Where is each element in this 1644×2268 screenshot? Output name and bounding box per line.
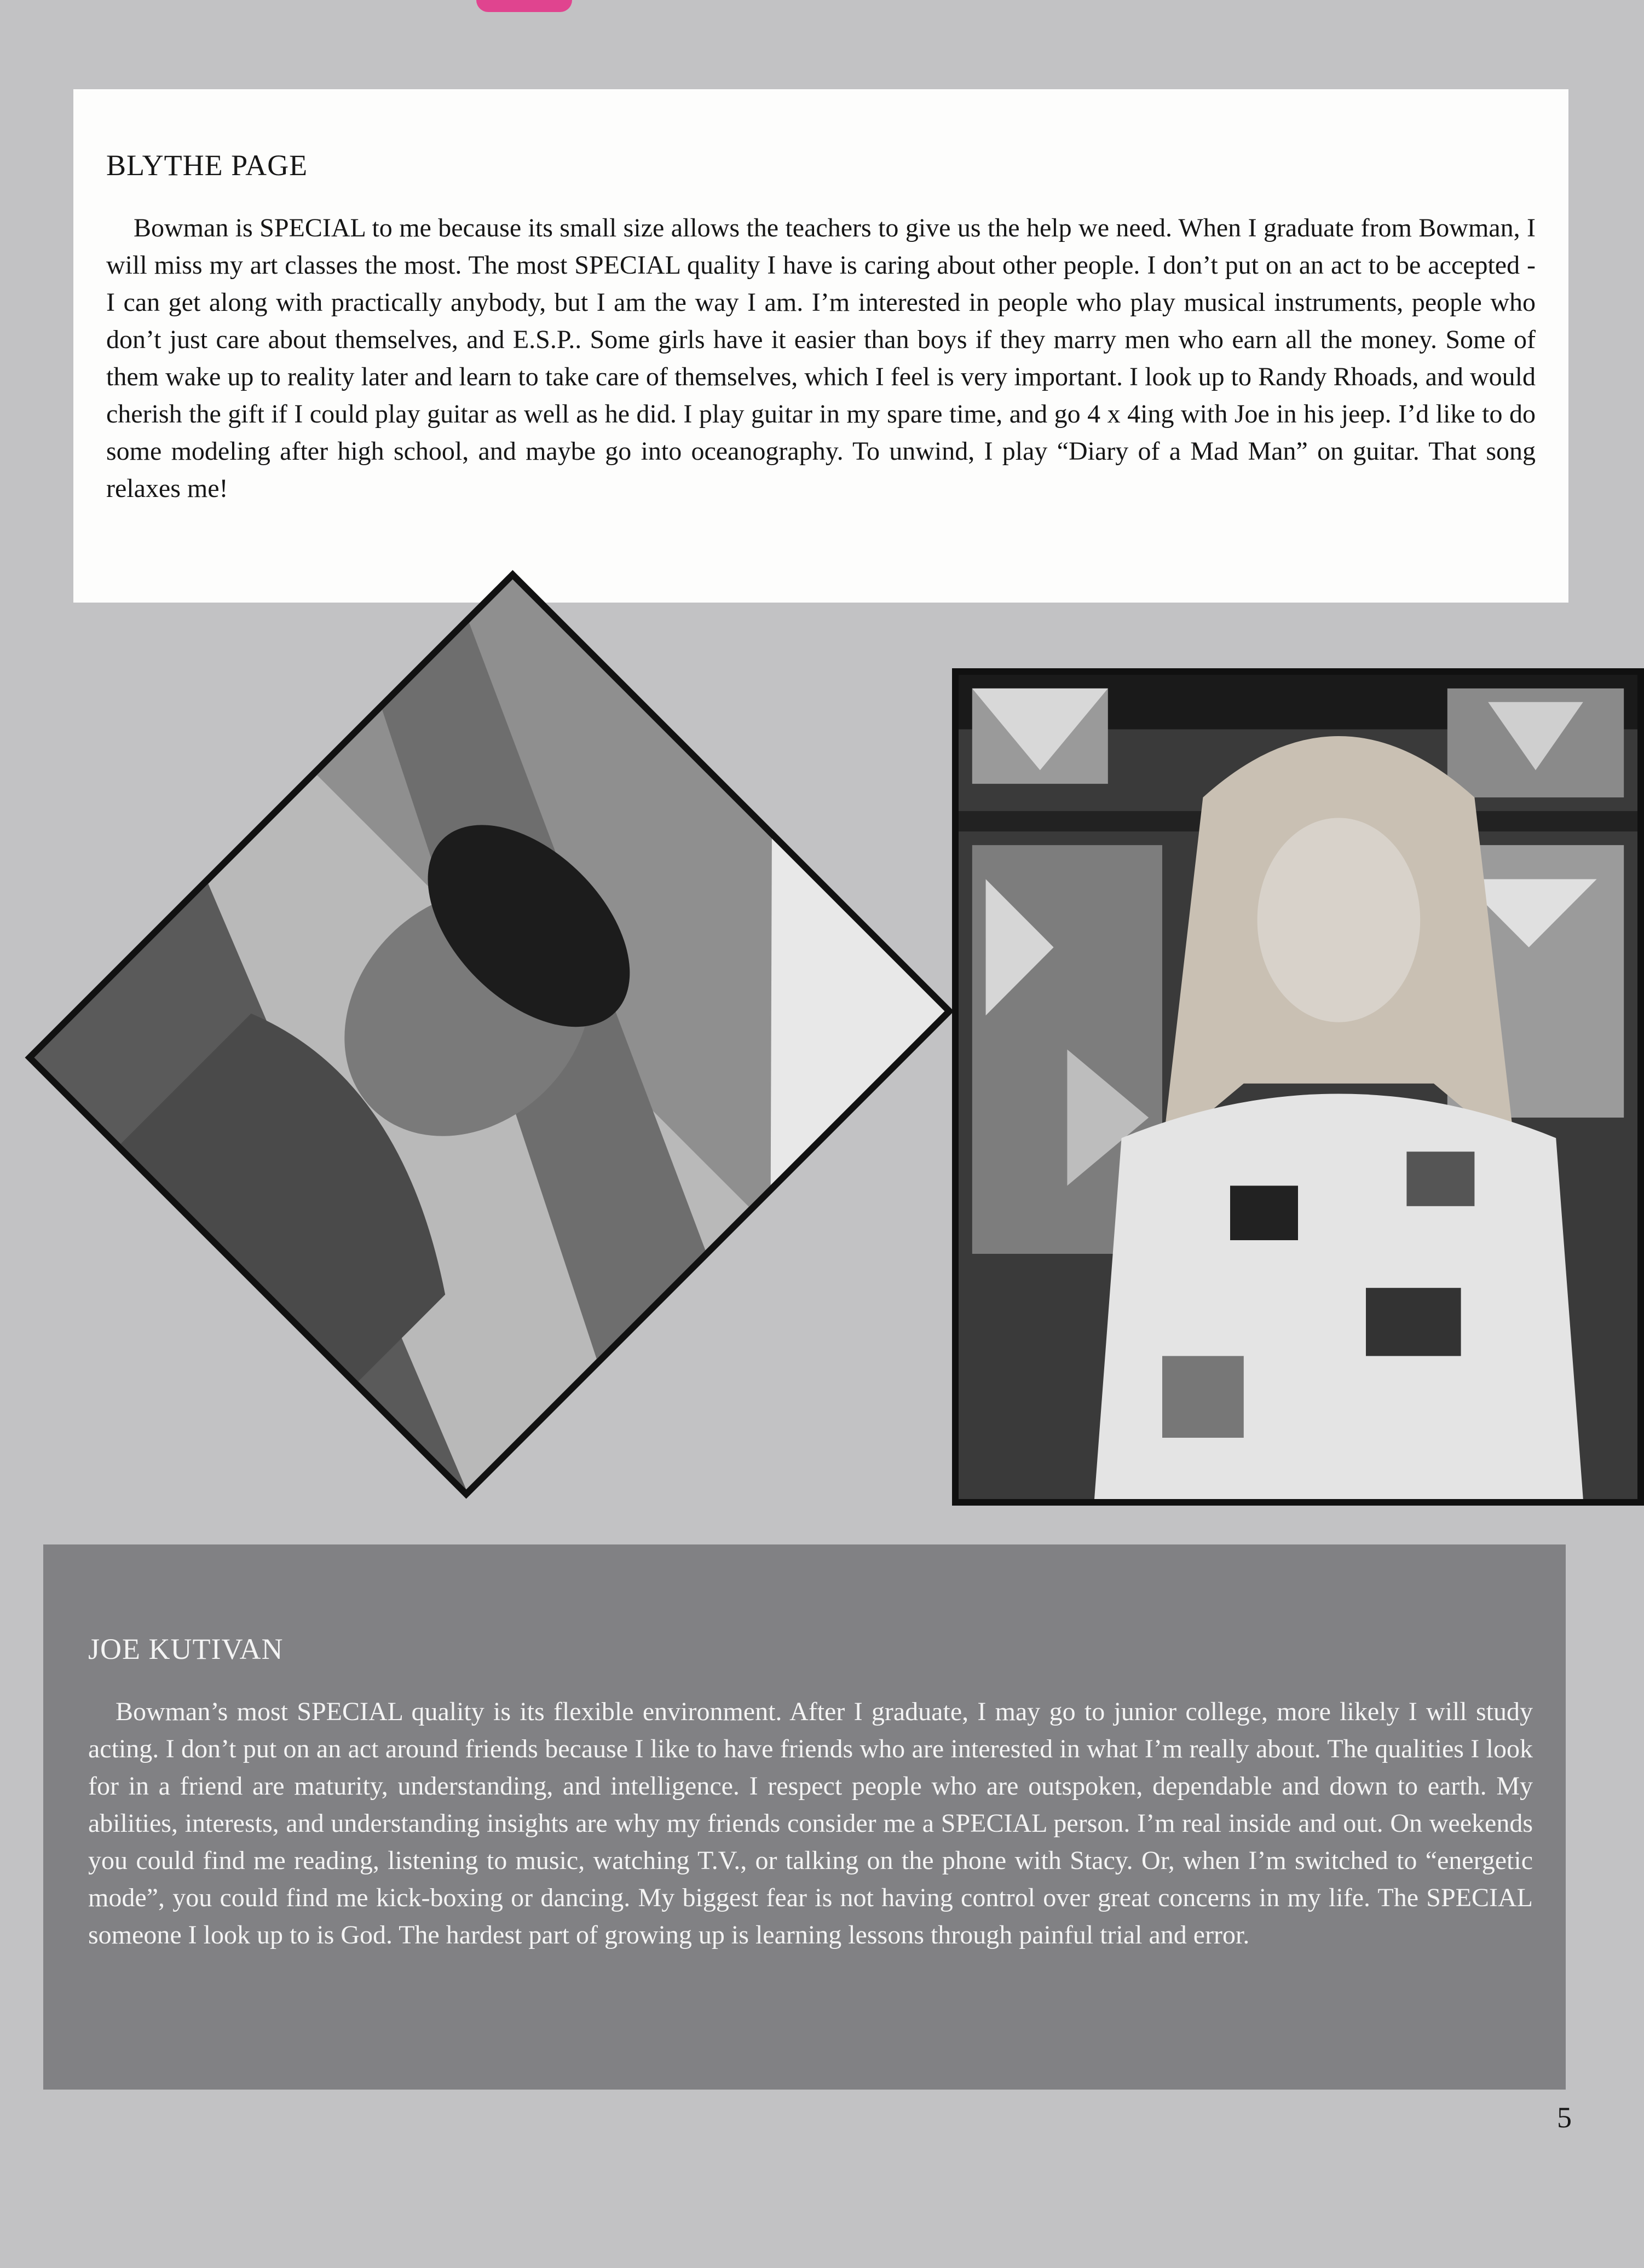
photo-blythe-frame xyxy=(952,668,1644,1506)
profile-text-joe: Bowman’s most SPECIAL quality is its flexible environment. After I graduate, I may go to junior college, more likely I will study acting. I don’t put on an act around friends because I like to have friends who are interested in what I’m really about. The qualities I look for in a friend are maturity, understanding, and intelligence. I respect people who are outspoken, dependable and down to earth. My abilities, interests, and understanding insights are why my friends consider me a SPECIAL person. I’m real inside and out. On weekends you could find me reading, listening to music, watching T.V., or talking on the phone with Stacy. Or, when I’m switched to “energetic mode”, you could find me kick-boxing or dancing. My biggest fear is not having control over great concerns in my life. The SPECIAL someone I look up to is God. The hardest part of growing up is learning lessons through painful trial and error. xyxy=(88,1697,1533,1949)
photo-blythe xyxy=(959,675,1637,1499)
profile-name-blythe: BLYTHE PAGE xyxy=(106,149,308,182)
page-number: 5 xyxy=(1557,2101,1572,2134)
profile-text-blythe: Bowman is SPECIAL to me because its small size allows the teachers to give us the help we need. When I graduate from Bowman, I will miss my art classes the most. The most SPECIAL quality I have is caring about other people. I don’t put on an act to be accepted - I can get along with practically anybody, but I am the way I am. I’m interested in people who play musical instruments, people who don’t just care about themselves, and E.S.P.. Some girls have it easier than boys if they marry men who earn all the money. Some of them wake up to reality later and learn to take care of themselves, which I feel is very important. I look up to Randy Rhoads, and would cherish the gift if I could play guitar as well as he did. I play guitar in my spare time, and go 4 x 4ing with Joe in his jeep. I’d like to do some modeling after high school, and maybe go into oceanography. To unwind, I play “Diary of a Mad Man” on guitar. That song relaxes me! xyxy=(106,213,1536,503)
pink-tab-mark xyxy=(476,0,572,12)
photo-joe-frame xyxy=(77,624,898,1445)
blythe-page-profile-box xyxy=(73,89,1568,603)
photo-joe xyxy=(34,579,944,1489)
joe-kutivan-profile-box xyxy=(43,1544,1566,2090)
profile-name-joe: JOE KUTIVAN xyxy=(88,1633,284,1665)
